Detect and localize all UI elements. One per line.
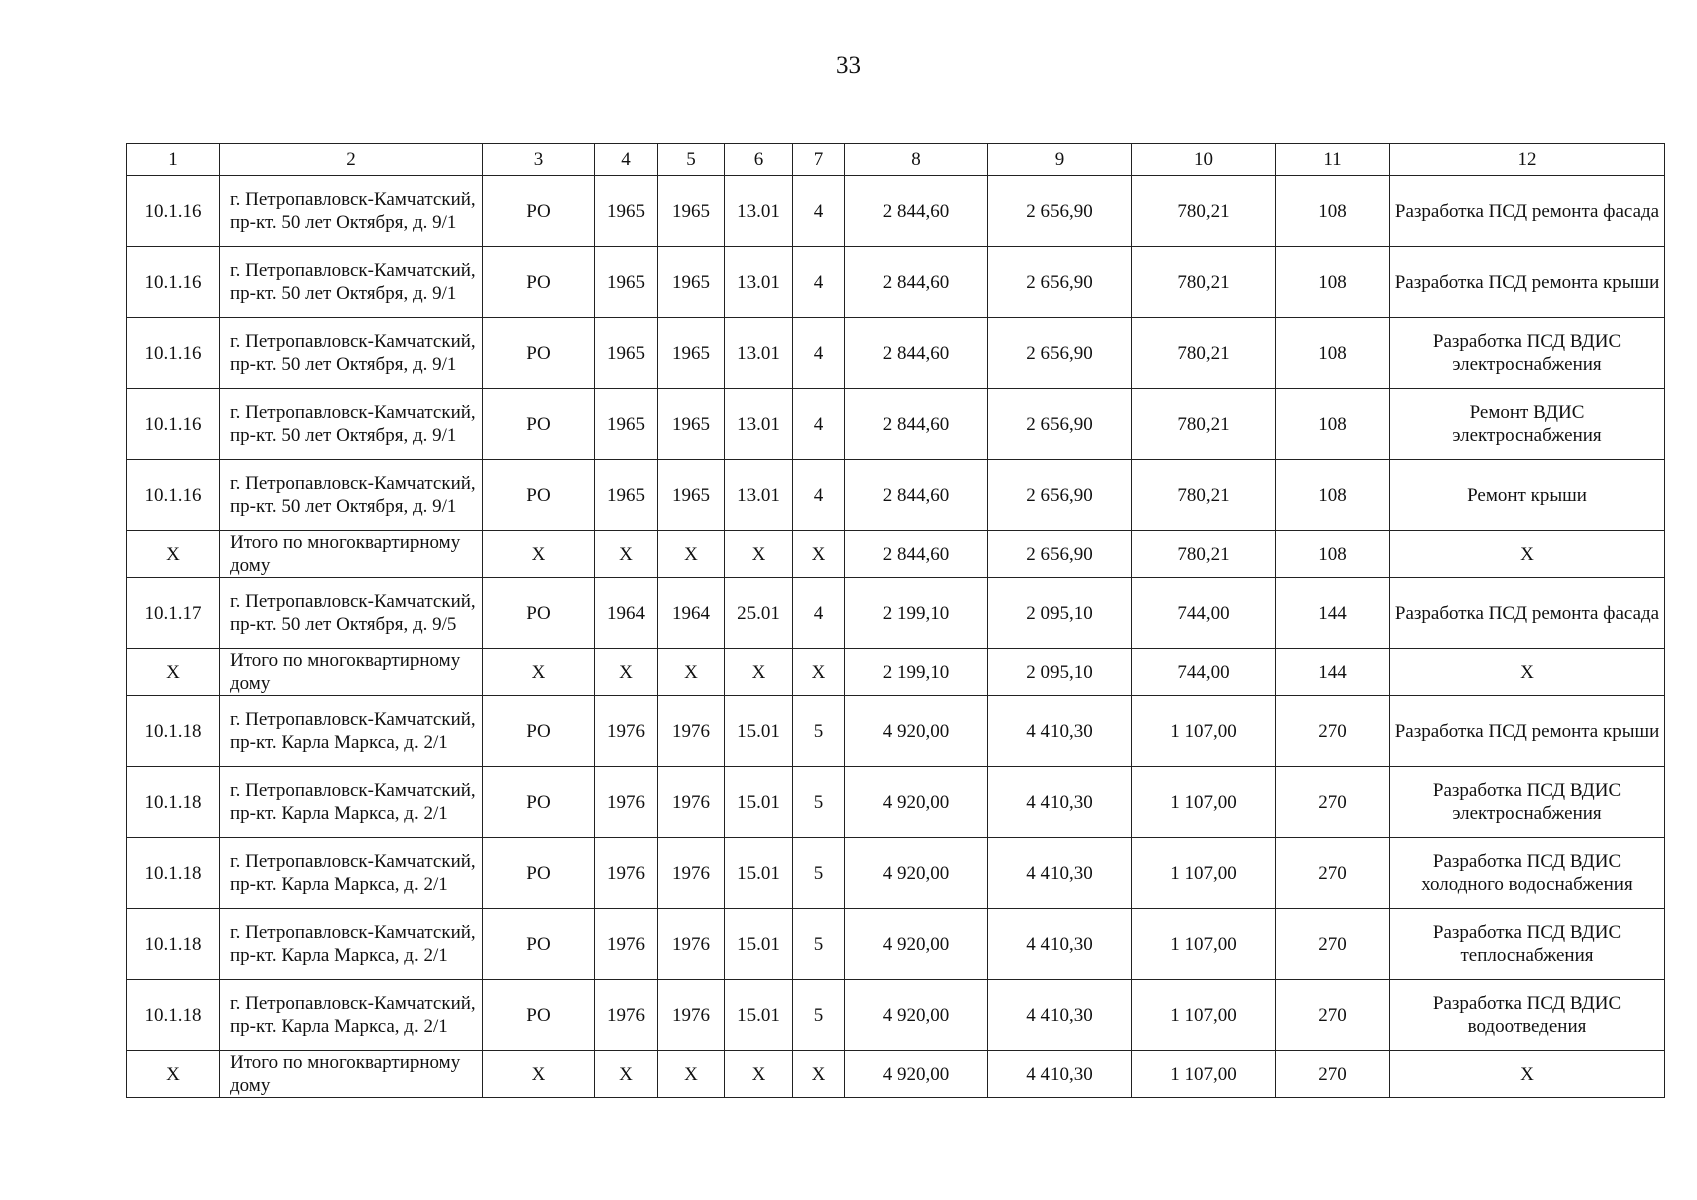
table-cell: 2 656,90 <box>988 176 1132 247</box>
column-number-header: 9 <box>988 144 1132 176</box>
column-number-header: 5 <box>658 144 725 176</box>
table-cell: 270 <box>1276 1051 1390 1098</box>
total-row <box>127 649 1665 696</box>
table-cell: г. Петропавловск-Камчатский, пр-кт. 50 лет Октября, д. 9/1 <box>220 176 483 247</box>
table-row <box>127 389 1665 460</box>
table-cell: 10.1.18 <box>127 696 220 767</box>
table-cell: 4 410,30 <box>988 838 1132 909</box>
table-cell: г. Петропавловск-Камчатский, пр-кт. Карла Маркса, д. 2/1 <box>220 980 483 1051</box>
table-cell: 25.01 <box>725 578 793 649</box>
table-cell: Разработка ПСД ремонта фасада <box>1390 176 1665 247</box>
table-cell: Х <box>725 1051 793 1098</box>
table-cell: 2 656,90 <box>988 389 1132 460</box>
table-cell: 10.1.16 <box>127 318 220 389</box>
table-cell: г. Петропавловск-Камчатский, пр-кт. 50 лет Октября, д. 9/1 <box>220 318 483 389</box>
table-cell: 13.01 <box>725 460 793 531</box>
table-cell: 2 095,10 <box>988 578 1132 649</box>
table-cell: 15.01 <box>725 909 793 980</box>
table-cell: 1965 <box>658 318 725 389</box>
table-cell: 1964 <box>658 578 725 649</box>
table-cell: РО <box>483 838 595 909</box>
table-cell: РО <box>483 460 595 531</box>
table-cell: 2 844,60 <box>845 460 988 531</box>
table-cell: 1976 <box>595 696 658 767</box>
table-cell: РО <box>483 767 595 838</box>
table-cell: 1976 <box>595 838 658 909</box>
table-cell: Х <box>483 1051 595 1098</box>
table-cell: 270 <box>1276 980 1390 1051</box>
table-cell: 2 656,90 <box>988 460 1132 531</box>
table-cell: 1965 <box>595 176 658 247</box>
column-number-header: 6 <box>725 144 793 176</box>
table-cell: 744,00 <box>1132 578 1276 649</box>
table-cell: 4 410,30 <box>988 1051 1132 1098</box>
table-cell: РО <box>483 176 595 247</box>
table-cell: Х <box>793 649 845 696</box>
table-cell: Х <box>725 649 793 696</box>
table-cell: 780,21 <box>1132 176 1276 247</box>
table-cell: 13.01 <box>725 318 793 389</box>
table-cell: 108 <box>1276 318 1390 389</box>
table-cell: 1965 <box>658 460 725 531</box>
table-cell: 2 199,10 <box>845 649 988 696</box>
column-number-header: 8 <box>845 144 988 176</box>
table-cell: 108 <box>1276 460 1390 531</box>
table-cell: 1976 <box>658 909 725 980</box>
table-cell: Х <box>127 531 220 578</box>
total-row <box>127 531 1665 578</box>
table-cell: 4 920,00 <box>845 838 988 909</box>
table-cell: Х <box>658 531 725 578</box>
table-row <box>127 318 1665 389</box>
table-cell: Х <box>127 1051 220 1098</box>
table-cell: г. Петропавловск-Камчатский, пр-кт. 50 лет Октября, д. 9/1 <box>220 460 483 531</box>
table-cell: Итого по многоквартирному дому <box>220 531 483 578</box>
table-cell: РО <box>483 318 595 389</box>
table-cell: 108 <box>1276 176 1390 247</box>
table-cell: 4 410,30 <box>988 696 1132 767</box>
table-row <box>127 460 1665 531</box>
table-cell: 13.01 <box>725 247 793 318</box>
table-cell: 10.1.16 <box>127 460 220 531</box>
table-cell: Х <box>1390 1051 1665 1098</box>
table-cell: РО <box>483 696 595 767</box>
table-cell: 1965 <box>658 389 725 460</box>
table-cell: 5 <box>793 838 845 909</box>
table-cell: 1965 <box>595 318 658 389</box>
table-header-row <box>127 144 1665 176</box>
table-cell: 15.01 <box>725 838 793 909</box>
column-number-header: 12 <box>1390 144 1665 176</box>
table-cell: 1965 <box>595 389 658 460</box>
table-cell: 1976 <box>658 980 725 1051</box>
table-cell: Х <box>595 531 658 578</box>
table-cell: Х <box>793 531 845 578</box>
table-cell: 2 656,90 <box>988 531 1132 578</box>
table-cell: 1965 <box>595 460 658 531</box>
table-cell: 15.01 <box>725 696 793 767</box>
table-cell: 270 <box>1276 909 1390 980</box>
column-number-header: 10 <box>1132 144 1276 176</box>
table-cell: 2 656,90 <box>988 318 1132 389</box>
table-cell: 4 <box>793 578 845 649</box>
table-cell: г. Петропавловск-Камчатский, пр-кт. 50 лет Октября, д. 9/1 <box>220 247 483 318</box>
total-row <box>127 1051 1665 1098</box>
table-cell: 4 920,00 <box>845 767 988 838</box>
table-cell: Итого по многоквартирному дому <box>220 649 483 696</box>
table-cell: 4 410,30 <box>988 767 1132 838</box>
table-cell: 10.1.16 <box>127 247 220 318</box>
table-cell: Х <box>127 649 220 696</box>
table-cell: 4 920,00 <box>845 696 988 767</box>
table-cell: Х <box>595 1051 658 1098</box>
table-cell: г. Петропавловск-Камчатский, пр-кт. 50 лет Октября, д. 9/1 <box>220 389 483 460</box>
table-cell: 4 410,30 <box>988 980 1132 1051</box>
table-cell: г. Петропавловск-Камчатский, пр-кт. Карла Маркса, д. 2/1 <box>220 696 483 767</box>
table-cell: 5 <box>793 980 845 1051</box>
table-cell: 1 107,00 <box>1132 1051 1276 1098</box>
table-cell: Х <box>1390 649 1665 696</box>
table-cell: 108 <box>1276 247 1390 318</box>
table-cell: Х <box>483 649 595 696</box>
table-row <box>127 247 1665 318</box>
table-cell: 4 <box>793 247 845 318</box>
table-cell: Х <box>483 531 595 578</box>
table-cell: 108 <box>1276 531 1390 578</box>
table-cell: Разработка ПСД ВДИС электроснабжения <box>1390 318 1665 389</box>
table-cell: г. Петропавловск-Камчатский, пр-кт. Карла Маркса, д. 2/1 <box>220 838 483 909</box>
table-cell: 2 095,10 <box>988 649 1132 696</box>
table-cell: 10.1.18 <box>127 909 220 980</box>
table-cell: Разработка ПСД ВДИС водоотведения <box>1390 980 1665 1051</box>
table-cell: Разработка ПСД ВДИС электроснабжения <box>1390 767 1665 838</box>
table-cell: 1 107,00 <box>1132 767 1276 838</box>
table-cell: 2 844,60 <box>845 176 988 247</box>
table-row <box>127 838 1665 909</box>
table-row <box>127 176 1665 247</box>
table-cell: г. Петропавловск-Камчатский, пр-кт. Карла Маркса, д. 2/1 <box>220 909 483 980</box>
table-cell: 13.01 <box>725 389 793 460</box>
table-cell: 1976 <box>595 767 658 838</box>
table-cell: 1965 <box>658 176 725 247</box>
table-cell: 2 844,60 <box>845 247 988 318</box>
table-cell: 4 920,00 <box>845 980 988 1051</box>
table-cell: 1976 <box>658 696 725 767</box>
table-cell: 13.01 <box>725 176 793 247</box>
table-cell: Ремонт ВДИС электроснабжения <box>1390 389 1665 460</box>
table-cell: Разработка ПСД ВДИС холодного водоснабжения <box>1390 838 1665 909</box>
table-cell: Разработка ПСД ремонта фасада <box>1390 578 1665 649</box>
table-cell: 15.01 <box>725 980 793 1051</box>
table-row <box>127 980 1665 1051</box>
table-cell: 780,21 <box>1132 247 1276 318</box>
table-cell: Х <box>658 1051 725 1098</box>
table-cell: Х <box>1390 531 1665 578</box>
table-cell: 4 <box>793 460 845 531</box>
table-cell: 2 199,10 <box>845 578 988 649</box>
table-cell: 780,21 <box>1132 460 1276 531</box>
table-cell: РО <box>483 247 595 318</box>
table-cell: 2 656,90 <box>988 247 1132 318</box>
table-cell: 270 <box>1276 696 1390 767</box>
table-cell: 780,21 <box>1132 389 1276 460</box>
table-cell: 2 844,60 <box>845 389 988 460</box>
table-cell: 4 920,00 <box>845 1051 988 1098</box>
table-cell: 1976 <box>658 767 725 838</box>
table-cell: РО <box>483 389 595 460</box>
table-cell: Х <box>725 531 793 578</box>
table-cell: Х <box>658 649 725 696</box>
table-cell: 780,21 <box>1132 318 1276 389</box>
table-cell: 2 844,60 <box>845 531 988 578</box>
table-row <box>127 767 1665 838</box>
column-number-header: 1 <box>127 144 220 176</box>
table-cell: 10.1.17 <box>127 578 220 649</box>
table-cell: 1 107,00 <box>1132 980 1276 1051</box>
table-cell: 108 <box>1276 389 1390 460</box>
table-cell: г. Петропавловск-Камчатский, пр-кт. Карла Маркса, д. 2/1 <box>220 767 483 838</box>
table-cell: РО <box>483 578 595 649</box>
table-cell: РО <box>483 909 595 980</box>
table-cell: 1976 <box>595 980 658 1051</box>
table-cell: 10.1.18 <box>127 767 220 838</box>
table-cell: 10.1.16 <box>127 389 220 460</box>
table-cell: Разработка ПСД ВДИС теплоснабжения <box>1390 909 1665 980</box>
table-cell: 144 <box>1276 649 1390 696</box>
table-cell: 1976 <box>658 838 725 909</box>
table-cell: 1 107,00 <box>1132 696 1276 767</box>
table-cell: 4 <box>793 318 845 389</box>
table-cell: 1976 <box>595 909 658 980</box>
table-cell: Х <box>595 649 658 696</box>
column-number-header: 4 <box>595 144 658 176</box>
table-cell: 270 <box>1276 767 1390 838</box>
table-cell: 5 <box>793 696 845 767</box>
table-cell: 744,00 <box>1132 649 1276 696</box>
table-cell: 10.1.16 <box>127 176 220 247</box>
table-cell: РО <box>483 980 595 1051</box>
table-row <box>127 909 1665 980</box>
table-cell: 1965 <box>595 247 658 318</box>
table-cell: 4 <box>793 176 845 247</box>
table-cell: 2 844,60 <box>845 318 988 389</box>
table-cell: г. Петропавловск-Камчатский, пр-кт. 50 лет Октября, д. 9/5 <box>220 578 483 649</box>
page-number: 33 <box>836 52 861 79</box>
table-cell: 15.01 <box>725 767 793 838</box>
table-cell: 10.1.18 <box>127 980 220 1051</box>
table-cell: 1 107,00 <box>1132 909 1276 980</box>
table-cell: 144 <box>1276 578 1390 649</box>
table-cell: 4 920,00 <box>845 909 988 980</box>
table-cell: 10.1.18 <box>127 838 220 909</box>
column-number-header: 7 <box>793 144 845 176</box>
column-number-header: 2 <box>220 144 483 176</box>
column-number-header: 3 <box>483 144 595 176</box>
table-cell: 5 <box>793 767 845 838</box>
table-cell: 5 <box>793 909 845 980</box>
table-cell: Разработка ПСД ремонта крыши <box>1390 247 1665 318</box>
table-cell: 1 107,00 <box>1132 838 1276 909</box>
column-number-header: 11 <box>1276 144 1390 176</box>
table-cell: Х <box>793 1051 845 1098</box>
housing-repair-table <box>126 143 1665 1098</box>
table-cell: Разработка ПСД ремонта крыши <box>1390 696 1665 767</box>
table-row <box>127 578 1665 649</box>
table-cell: Итого по многоквартирному дому <box>220 1051 483 1098</box>
table-cell: 4 <box>793 389 845 460</box>
table-cell: 1965 <box>658 247 725 318</box>
table-cell: 4 410,30 <box>988 909 1132 980</box>
table-cell: 780,21 <box>1132 531 1276 578</box>
table-cell: 1964 <box>595 578 658 649</box>
table-cell: Ремонт крыши <box>1390 460 1665 531</box>
table-row <box>127 696 1665 767</box>
table-cell: 270 <box>1276 838 1390 909</box>
